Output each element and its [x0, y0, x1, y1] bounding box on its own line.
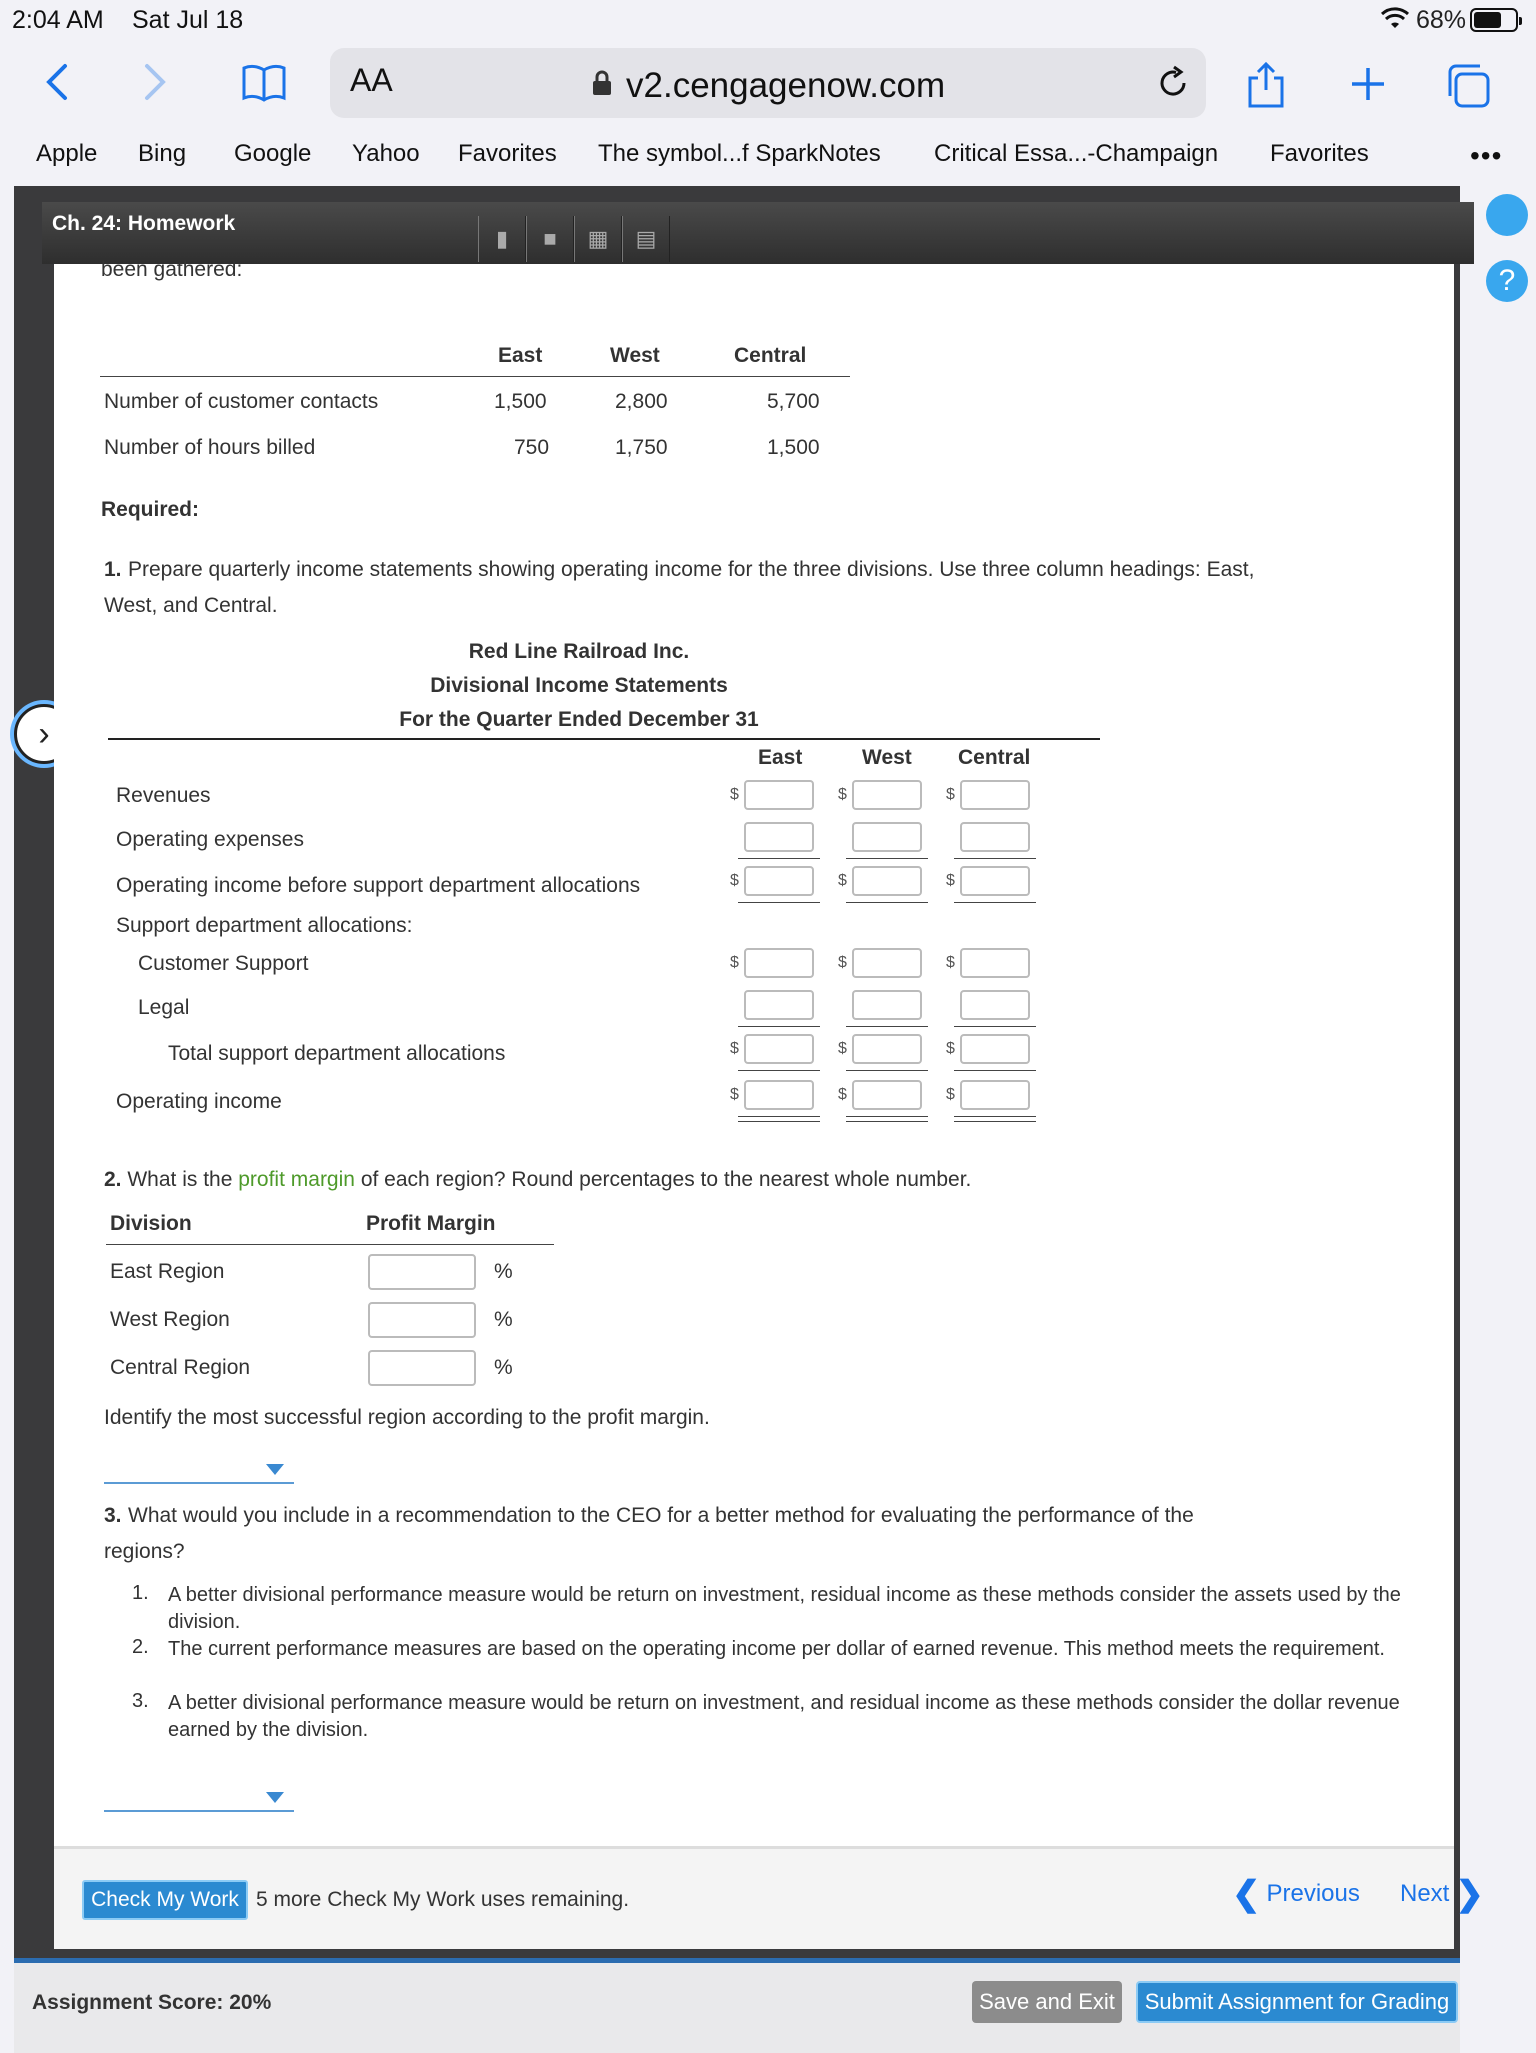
op-income-west-input[interactable] [852, 1080, 922, 1110]
underline [846, 1026, 928, 1027]
reload-icon[interactable] [1154, 64, 1192, 102]
video-icon[interactable]: ■ [526, 216, 574, 262]
underline [954, 1070, 1036, 1071]
row-total-support: Total support department allocations [168, 1042, 506, 1065]
share-icon[interactable] [1244, 60, 1288, 110]
q2-text-pre: What is the [127, 1168, 233, 1191]
assignment-score-bar [14, 1958, 1460, 2053]
underline [738, 902, 820, 903]
row-opex: Operating expenses [116, 828, 304, 851]
next-button[interactable] [1400, 1875, 1484, 1913]
op-income-central-input[interactable] [960, 1080, 1030, 1110]
col-division: Division [110, 1212, 192, 1235]
col-west: West [862, 746, 912, 769]
dollar-sign: $ [730, 954, 739, 971]
intro-text: been gathered: [101, 258, 243, 281]
underline [738, 1070, 820, 1071]
notes-icon[interactable]: ▤ [622, 216, 670, 262]
east-region-label: East Region [110, 1260, 225, 1283]
assignment-score: Assignment Score: 20% [32, 1991, 272, 2014]
data-header-central: Central [734, 344, 807, 367]
check-my-work-remaining: 5 more Check My Work uses remaining. [256, 1888, 630, 1911]
legal-east-input[interactable] [744, 990, 814, 1020]
favorite-favorites-2[interactable]: Favorites [1270, 140, 1369, 167]
forward-icon[interactable] [136, 62, 176, 102]
dollar-sign: $ [730, 1040, 739, 1057]
legal-west-input[interactable] [852, 990, 922, 1020]
reader-aa-button[interactable]: AA [350, 62, 393, 98]
cell-hours-east: 750 [514, 436, 550, 459]
browser-toolbar [0, 44, 1536, 124]
q2-text-post: of each region? Round percentages to the nearest whole number. [360, 1168, 972, 1191]
statement-rule [108, 738, 1100, 740]
calculator-icon[interactable]: ▦ [574, 216, 622, 262]
central-region-label: Central Region [110, 1356, 251, 1379]
underline [846, 1070, 928, 1071]
dollar-sign: $ [838, 1040, 847, 1057]
dollar-sign: $ [946, 872, 955, 889]
chevron-left-icon: ❮ [1232, 1875, 1261, 1913]
row-label-contacts: Number of customer contacts [104, 390, 379, 413]
margin-table-rule [106, 1244, 554, 1245]
q1-text: Prepare quarterly income statements showing operating income for the three divisions. Use three column headings: East, [128, 558, 1255, 581]
col-east: East [758, 746, 803, 769]
op-before-central-input[interactable] [960, 866, 1030, 896]
dollar-sign: $ [838, 872, 847, 889]
dollar-sign: $ [946, 1086, 955, 1103]
recommendation-select[interactable] [104, 1786, 294, 1812]
west-region-label: West Region [110, 1308, 230, 1331]
underline [738, 1026, 820, 1027]
q3-text: What would you include in a recommendation to the CEO for a better method for evaluating the performance of the [128, 1504, 1194, 1527]
opex-west-input[interactable] [852, 822, 922, 852]
dollar-sign: $ [730, 1086, 739, 1103]
chevron-right-icon: ❯ [1455, 1875, 1484, 1913]
customer-support-west-input[interactable] [852, 948, 922, 978]
more-icon[interactable]: ••• [1470, 140, 1503, 171]
option-2-number: 2. [132, 1636, 149, 1658]
status-bar [0, 0, 1536, 40]
status-time: 2:04 AM [12, 6, 104, 34]
underline [846, 902, 928, 903]
underline [738, 858, 820, 859]
expand-arrow-icon[interactable]: › [14, 704, 74, 764]
cell-contacts-central: 5,700 [767, 390, 820, 413]
tabs-icon[interactable] [1444, 62, 1492, 110]
legal-central-input[interactable] [960, 990, 1030, 1020]
favorite-critical-essays[interactable]: Critical Essa...-Champaign [934, 140, 1219, 167]
dollar-sign: $ [730, 872, 739, 889]
most-successful-region-select[interactable] [104, 1458, 294, 1484]
chevron-down-icon [266, 1792, 284, 1803]
statement-name: Divisional Income Statements [430, 674, 728, 697]
central-margin-input[interactable] [368, 1350, 476, 1386]
profit-margin-link[interactable]: profit margin [238, 1168, 355, 1191]
east-margin-input[interactable] [368, 1254, 476, 1290]
option-1-number: 1. [132, 1582, 149, 1604]
option-3-text: A better divisional performance measure would be return on investment, and residual income as these methods consider the dollar revenue earned by the division. [168, 1692, 1400, 1741]
q2-question [104, 1168, 971, 1192]
pct-sign: % [494, 1356, 513, 1379]
cell-contacts-east: 1,500 [494, 390, 547, 413]
revenues-west-input[interactable] [852, 780, 922, 810]
favorite-yahoo[interactable]: Yahoo [352, 140, 420, 167]
favorite-sparknotes[interactable]: The symbol...f SparkNotes [598, 140, 881, 167]
assignment-title: Ch. 24: Homework [52, 212, 236, 235]
dollar-sign: $ [838, 786, 847, 803]
row-revenues: Revenues [116, 784, 211, 807]
q3-text-2: regions? [104, 1540, 185, 1563]
headset-icon[interactable] [1486, 194, 1528, 236]
opex-east-input[interactable] [744, 822, 814, 852]
op-before-west-input[interactable] [852, 866, 922, 896]
underline [954, 902, 1036, 903]
dollar-sign: $ [838, 1086, 847, 1103]
submit-assignment-button[interactable]: Submit Assignment for Grading [1136, 1981, 1458, 2023]
total-support-east-input[interactable] [744, 1034, 814, 1064]
previous-label: Previous [1266, 1880, 1360, 1907]
op-income-east-input[interactable] [744, 1080, 814, 1110]
save-and-exit-button[interactable]: Save and Exit [972, 1981, 1122, 2023]
data-header-west: West [610, 344, 660, 367]
required-label: Required: [101, 498, 200, 521]
col-profit-margin: Profit Margin [366, 1212, 496, 1235]
statement-period: For the Quarter Ended December 31 [399, 708, 759, 731]
op-before-east-input[interactable] [744, 866, 814, 896]
table-rule [100, 376, 850, 377]
q2-number: 2. [104, 1168, 122, 1191]
data-header-east: East [498, 344, 543, 367]
q3-number: 3. [104, 1504, 122, 1527]
q1-text-2: West, and Central. [104, 594, 278, 617]
battery-icon [1470, 8, 1518, 32]
favorite-google[interactable]: Google [234, 140, 312, 167]
double-underline [954, 1116, 1036, 1122]
new-tab-icon[interactable] [1346, 62, 1390, 106]
dollar-sign: $ [838, 954, 847, 971]
ebook-icon[interactable]: ▮ [478, 216, 526, 262]
favorites-bar [0, 132, 1536, 178]
underline [954, 1026, 1036, 1027]
option-3-number: 3. [132, 1690, 149, 1712]
double-underline [738, 1116, 820, 1122]
status-date: Sat Jul 18 [132, 6, 244, 34]
dollar-sign: $ [946, 954, 955, 971]
dollar-sign: $ [946, 786, 955, 803]
lock-icon [592, 70, 612, 96]
favorite-favorites[interactable]: Favorites [458, 140, 557, 167]
previous-button[interactable] [1232, 1875, 1360, 1913]
favorite-apple[interactable]: Apple [36, 140, 98, 167]
row-legal: Legal [138, 996, 190, 1019]
col-central: Central [958, 746, 1031, 769]
favorite-bing[interactable]: Bing [138, 140, 187, 167]
bookmarks-icon[interactable] [240, 62, 288, 102]
address-bar[interactable] [330, 48, 1206, 118]
header-tools [478, 216, 670, 262]
assignment-content [54, 258, 1484, 1913]
row-label-hours: Number of hours billed [104, 436, 316, 459]
cell-contacts-west: 2,800 [615, 390, 668, 413]
row-customer-support: Customer Support [138, 952, 309, 975]
battery-percent: 68% [1416, 6, 1467, 34]
total-support-central-input[interactable] [960, 1034, 1030, 1064]
assignment-header [42, 202, 1474, 264]
wifi-icon [1380, 8, 1410, 30]
double-underline [846, 1116, 928, 1122]
option-2-text: The current performance measures are based on the operating income per dollar of earned revenue. This method meets the requirement. [168, 1638, 1385, 1660]
help-icon[interactable]: ? [1486, 260, 1528, 302]
back-icon[interactable] [36, 62, 76, 102]
revenues-central-input[interactable] [960, 780, 1030, 810]
underline [846, 858, 928, 859]
pct-sign: % [494, 1260, 513, 1283]
statement-company: Red Line Railroad Inc. [468, 640, 690, 663]
cell-hours-west: 1,750 [615, 436, 668, 459]
option-1-text: A better divisional performance measure would be return on investment, residual income as these methods consider the assets used by the division. [168, 1584, 1401, 1633]
check-my-work-button[interactable]: Check My Work [82, 1880, 248, 1920]
west-margin-input[interactable] [368, 1302, 476, 1338]
pct-sign: % [494, 1308, 513, 1331]
cell-hours-central: 1,500 [767, 436, 820, 459]
revenues-east-input[interactable] [744, 780, 814, 810]
dollar-sign: $ [730, 786, 739, 803]
customer-support-east-input[interactable] [744, 948, 814, 978]
q1-number: 1. [104, 558, 122, 581]
next-label: Next [1400, 1880, 1450, 1907]
row-op-income: Operating income [116, 1090, 282, 1113]
identify-text: Identify the most successful region according to the profit margin. [104, 1406, 710, 1429]
row-support-header: Support department allocations: [116, 914, 413, 937]
row-op-before: Operating income before support department allocations [116, 874, 641, 897]
url-text: v2.cengagenow.com [626, 66, 946, 105]
chevron-down-icon [266, 1464, 284, 1475]
opex-central-input[interactable] [960, 822, 1030, 852]
underline [954, 858, 1036, 859]
dollar-sign: $ [946, 1040, 955, 1057]
customer-support-central-input[interactable] [960, 948, 1030, 978]
total-support-west-input[interactable] [852, 1034, 922, 1064]
